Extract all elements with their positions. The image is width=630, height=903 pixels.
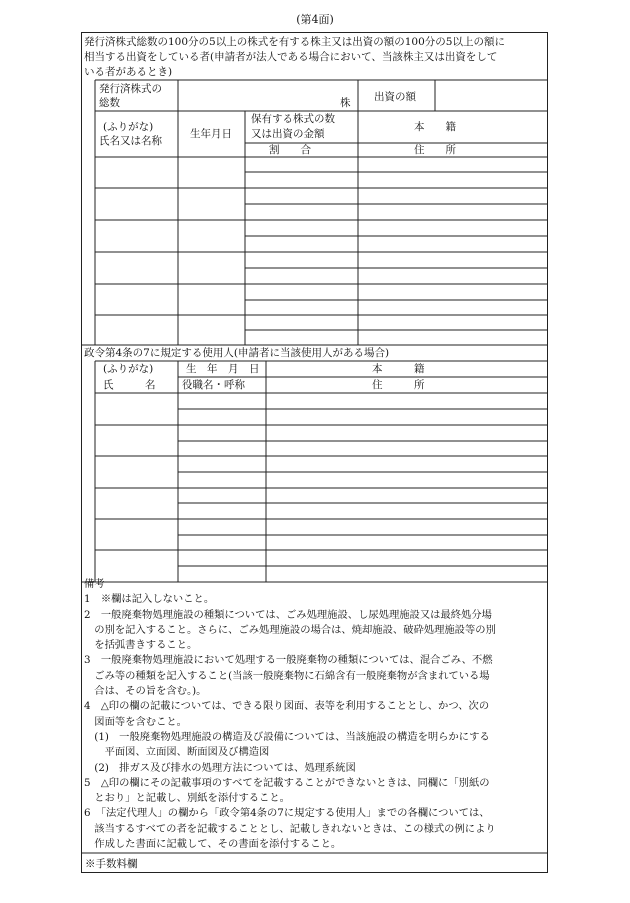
fee-label: ※手数料欄 xyxy=(85,858,138,870)
note-line: 6 「法定代理人」の欄から「政令第4条の7に規定する使用人」までの各欄については、 xyxy=(84,807,490,820)
note-line: 3 一般廃棄物処理施設において処理する一般廃棄物の種類については、混合ごみ、不燃 xyxy=(84,654,493,667)
furigana-header: (ふりがな) xyxy=(103,121,154,133)
note-line: 図面等を含むこと。 xyxy=(84,715,187,728)
note-line: 合は、その旨を含む。)。 xyxy=(84,685,207,698)
section2-heading: 政令第4条の7に規定する使用人(申請者に当該使用人がある場合) xyxy=(84,347,390,359)
shares-unit: 株 xyxy=(340,97,351,109)
note-line: 平面図、立面図、断面図及び構造図 xyxy=(84,746,270,759)
employee-furigana-header: (ふりがな) xyxy=(103,363,154,375)
note-line: の別を記入すること。さらに、ごみ処理施設の場合は、焼却施設、破砕処理施設等の別 xyxy=(84,623,496,636)
note-line: 2 一般廃棄物処理施設の種類については、ごみ処理施設、し尿処理施設又は最終処分場 xyxy=(84,608,492,621)
ratio-header: 割 合 xyxy=(269,144,311,156)
note-line: を括弧書きすること。 xyxy=(84,639,198,652)
total-shares-label: 発行済株式の xyxy=(99,83,162,95)
shares-header-2: 又は出資の金額 xyxy=(251,128,325,140)
note-line: 1 ※欄は記入しないこと。 xyxy=(84,593,215,606)
section1-heading-line1: 発行済株式総数の100分の5以上の株式を有する株主又は出資の額の100分の5以上の額に xyxy=(84,36,505,48)
note-line: 4 △印の欄の記載については、できる限り図面、表等を利用することとし、かつ、次の xyxy=(84,700,490,713)
birth-header: 生年月日 xyxy=(190,128,232,140)
note-line: 該当するすべての者を記載することとし、記載しきれないときは、この様式の例により xyxy=(84,822,496,835)
employee-name-header: 氏 名 xyxy=(103,379,156,391)
total-shares-label-2: 総数 xyxy=(99,97,120,109)
section1-heading-line2: 相当する出資をしている者(申請者が法人である場合において、当該株主又は出資をして xyxy=(84,51,498,63)
note-line: (1) 一般廃棄物処理施設の構造及び設備については、当該施設の構造を明らかにする xyxy=(84,730,490,743)
note-line: 5 △印の欄にその記載事項のすべてを記載することができないときは、同欄に「別紙の xyxy=(84,776,490,789)
employee-birth-header: 生 年 月 日 xyxy=(186,363,260,375)
name-header: 氏名又は名称 xyxy=(99,135,162,147)
address-header: 住 所 xyxy=(414,144,456,156)
domicile-header: 本 籍 xyxy=(414,121,456,133)
notes-title: 備考 xyxy=(84,578,105,590)
shares-header-1: 保有する株式の数 xyxy=(251,113,335,125)
notes-block xyxy=(84,577,550,852)
section1-heading-line3: いる者があるとき) xyxy=(84,66,173,78)
note-line: ごみ等の種類を記入すること(当該一般廃棄物に石綿含有一般廃棄物が含まれている場 xyxy=(84,669,490,682)
note-line: 作成した書面に記載して、その書面を添付すること。 xyxy=(84,838,342,851)
employee-domicile-header: 本 籍 xyxy=(372,363,425,375)
note-line: とおり」と記載し、別紙を添付すること。 xyxy=(84,792,290,805)
employee-address-header: 住 所 xyxy=(372,379,425,391)
page-label: (第4面) xyxy=(296,13,334,26)
capital-label: 出資の額 xyxy=(374,91,416,103)
note-line: (2) 排ガス及び排水の処理方法については、処理系統図 xyxy=(84,761,356,774)
employee-position-header: 役職名・呼称 xyxy=(182,379,245,391)
